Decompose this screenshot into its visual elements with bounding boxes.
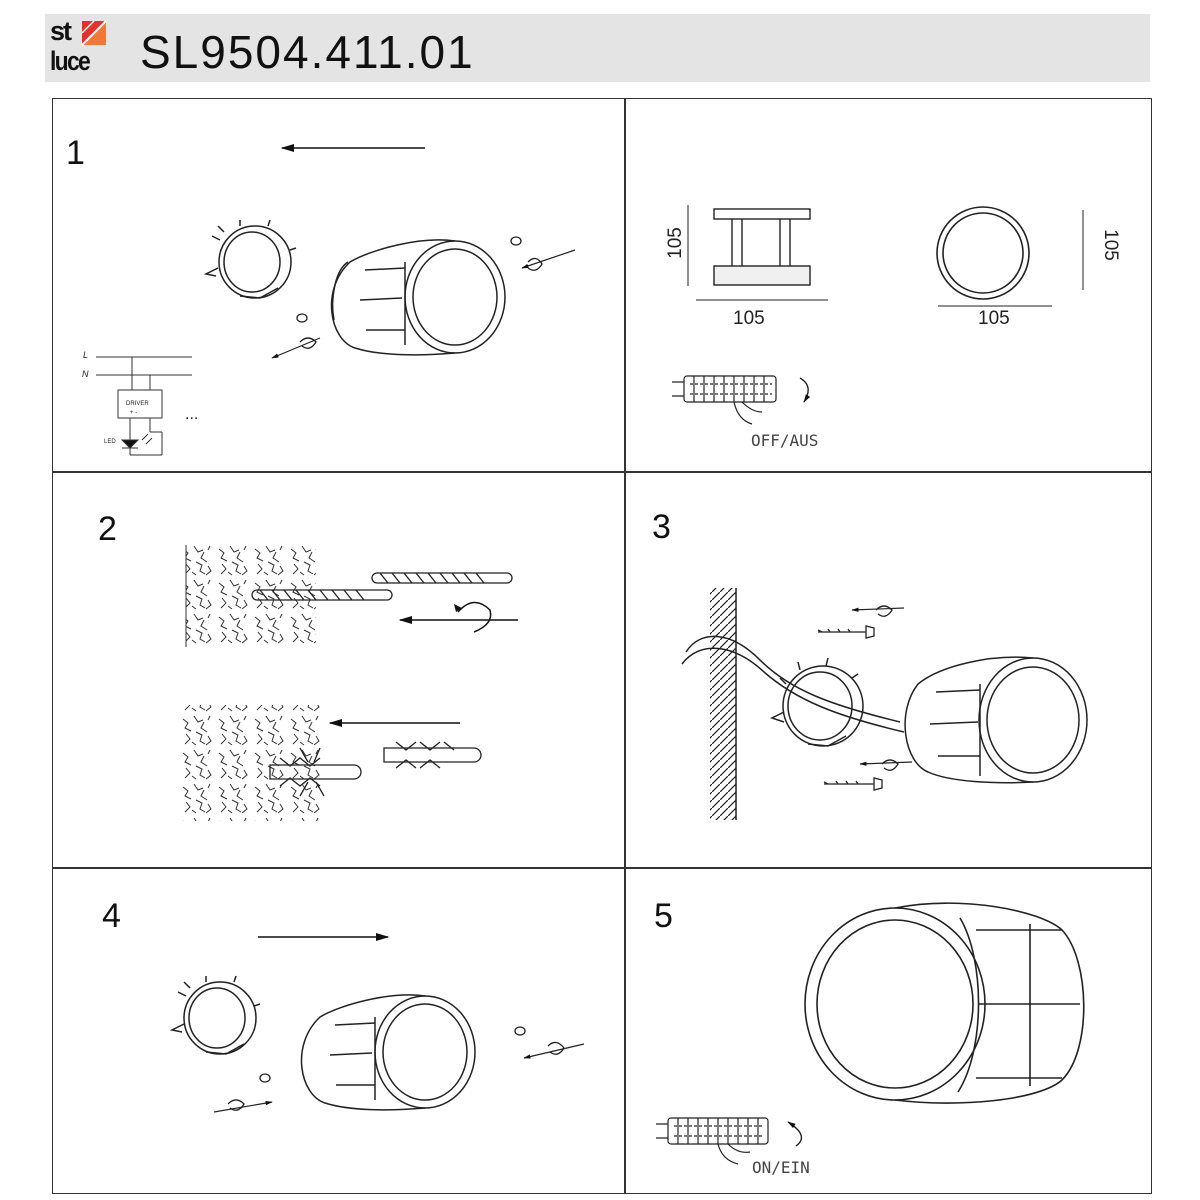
step2-plug-wall bbox=[182, 705, 322, 821]
dimension-front-height: 105 bbox=[1099, 229, 1121, 261]
logo-text-bottom: luce bbox=[50, 46, 90, 76]
dimension-front-width: 105 bbox=[978, 308, 1010, 329]
step-number-4: 4 bbox=[102, 897, 121, 935]
terminal-block-on bbox=[656, 1118, 801, 1164]
step1-wiring-diagram bbox=[96, 357, 192, 455]
step2-drill-wall bbox=[186, 545, 316, 647]
wiring-driver-label: DRIVER bbox=[126, 401, 149, 407]
wiring-ellipsis: ... bbox=[185, 406, 199, 423]
dimension-side-height: 105 bbox=[664, 227, 686, 259]
step4-screw-top bbox=[515, 1027, 584, 1058]
wiring-driver-polarity: + - bbox=[130, 410, 138, 416]
switch-on-label: ON/EIN bbox=[752, 1158, 810, 1177]
wiring-neutral-label: N bbox=[82, 369, 89, 379]
terminal-block-off bbox=[672, 376, 808, 424]
step-number-2: 2 bbox=[98, 510, 117, 548]
step-number-3: 3 bbox=[652, 508, 671, 546]
step1-lamp-body bbox=[331, 240, 505, 355]
logo-text-top: st bbox=[50, 16, 71, 46]
step3-mounting-plate bbox=[772, 658, 863, 746]
wiring-line-label: L bbox=[83, 350, 89, 360]
step1-mounting-plate bbox=[206, 220, 296, 298]
step1-screw-top bbox=[511, 237, 575, 270]
side-view-drawing bbox=[688, 205, 828, 300]
step3-screw-top bbox=[818, 606, 904, 638]
front-view-drawing bbox=[937, 207, 1083, 306]
step4-lamp-body bbox=[301, 995, 475, 1110]
step4-mounting-plate bbox=[172, 976, 260, 1054]
step3-screw-bottom bbox=[824, 760, 912, 790]
switch-off-label: OFF/AUS bbox=[751, 431, 819, 450]
step-number-5: 5 bbox=[654, 897, 673, 935]
step5-assembled-lamp bbox=[805, 903, 1084, 1103]
step3-wall-section bbox=[710, 588, 736, 820]
dimension-side-width: 105 bbox=[733, 308, 765, 329]
step2-drill-arrow bbox=[400, 602, 518, 632]
step1-screw-bottom bbox=[272, 314, 320, 358]
step3-lamp-body bbox=[905, 657, 1087, 782]
model-number: SL9504.411.01 bbox=[140, 26, 475, 78]
wiring-led-label: LED bbox=[104, 439, 116, 445]
step4-screw-bottom bbox=[214, 1074, 272, 1112]
step-number-1: 1 bbox=[66, 134, 85, 172]
